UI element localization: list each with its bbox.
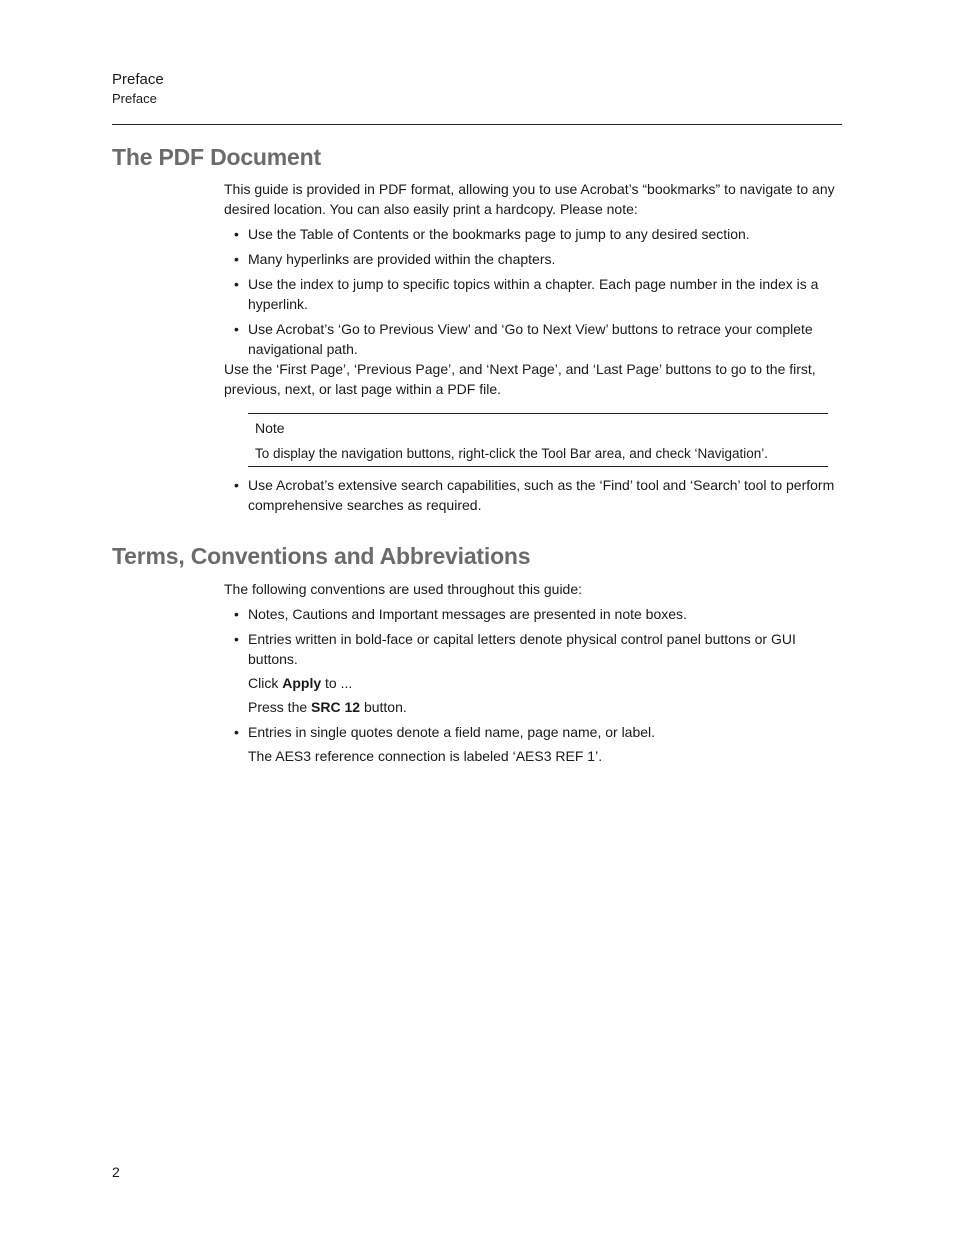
pdf-document-heading: The PDF Document [112,144,321,170]
list-item: • Use the index to jump to specific topics within a chapter. Each page number in the index is a hyperlink. [224,274,842,314]
note-text: To display the navigation buttons, right-click the Tool Bar area, and check ‘Navigation’. [255,446,769,461]
list-item: • Use the Table of Contents or the bookmarks page to jump to any desired section. [224,224,842,244]
terms-body [224,579,842,766]
list-item: • Use Acrobat’s ‘Go to Previous View’ and ‘Go to Next View’ buttons to retrace your complete navigational path. [224,319,842,359]
terms-bullet-list [224,604,842,669]
example-click-apply [224,673,842,693]
example-press-src [224,697,842,717]
note-title: Note [255,420,285,436]
terms-bullet-list-2 [224,722,842,742]
note-box [248,413,828,467]
header-divider [112,124,842,125]
pdf-final-bullet-list [224,475,842,515]
list-item: • Notes, Cautions and Important messages are presented in note boxes. [224,604,842,624]
running-header [112,70,842,108]
list-item: • Entries in single quotes denote a field name, page name, or label. [224,722,842,742]
header-chapter: Preface [112,71,164,88]
terms-heading: Terms, Conventions and Abbreviations [112,543,531,569]
header-section: Preface [112,91,157,106]
terms-intro-paragraph: The following conventions are used throughout this guide: [224,581,583,597]
pdf-search-block [224,470,842,515]
pdf-document-body [224,179,842,399]
list-item: • Entries written in bold-face or capital letters denote physical control panel buttons or GUI buttons. [224,629,842,669]
page-number: 2 [112,1164,120,1180]
pdf-intro-paragraph: This guide is provided in PDF format, allowing you to use Acrobat’s “bookmarks” to navigate to any desired location. You can also easily print a hardcopy. Please note: [224,181,835,217]
list-item: • Use Acrobat’s extensive search capabilities, such as the ‘Find’ tool and ‘Search’ tool to perform comprehensive searches as required. [224,475,842,515]
example-aes3-label: The AES3 reference connection is labeled ‘AES3 REF 1’. [248,748,603,764]
example-bold-src: SRC 12 [311,699,361,715]
example-bold-apply: Apply [282,675,322,691]
list-item: • Many hyperlinks are provided within the chapters. [224,249,842,269]
example-prefix: Press the [248,699,312,715]
pdf-bullet-list [224,224,842,359]
example-prefix: Click [248,675,283,691]
example-suffix: to ... [321,675,353,691]
pdf-navigation-paragraph: Use the ‘First Page’, ‘Previous Page’, and ‘Next Page’, and ‘Last Page’ buttons to go to the first, previous, next, or last page within a PDF file. [224,361,816,397]
example-suffix: button. [360,699,407,715]
